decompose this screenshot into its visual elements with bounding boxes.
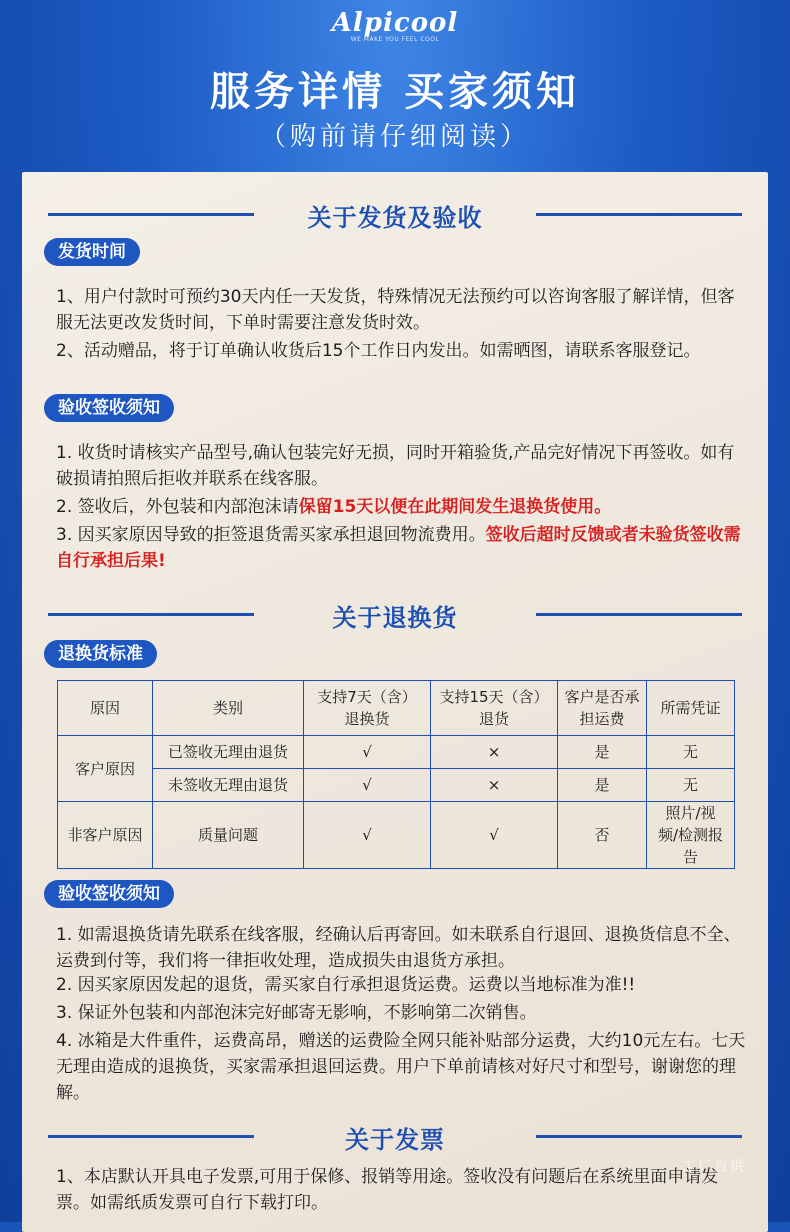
table-header-cell: 支持7天（含）退换货 <box>304 681 431 736</box>
section-title: 关于发货及验收 <box>307 204 483 232</box>
table-row <box>58 736 735 769</box>
table-cell: 未签收无理由退货 <box>153 769 304 802</box>
section-heading-invoice <box>22 1116 768 1156</box>
invoice-item-1: 1、本店默认开具电子发票,可用于保修、报销等用途。签收没有问题后在系统里面申请发票。如需纸质发票可自行下载打印。 <box>56 1167 719 1213</box>
inspection-item-2-warning: 保留15天以便在此期间发生退换货使用。 <box>298 497 612 517</box>
inspection-item-2-text: 2. 签收后，外包装和内部泡沫请 <box>56 497 299 517</box>
reason-cell: 非客户原因 <box>58 802 153 869</box>
table-cell: 无 <box>647 736 735 769</box>
inspection-item-3-text: 3. 因买家原因导致的拒签退货需买家承担退回物流费用。 <box>56 525 486 545</box>
tag-return-notice: 验收签收须知 <box>44 880 174 908</box>
table-cell: × <box>431 736 558 769</box>
brand-logo <box>0 8 790 43</box>
table-cell: √ <box>431 802 558 869</box>
divider-line <box>536 613 742 616</box>
section-title: 关于发票 <box>345 1126 445 1154</box>
inspection-item-1: 1. 收货时请核实产品型号,确认包装完好无损，同时开箱验货,产品完好情况下再签收。如有破损请拍照后拒收并联系在线客服。 <box>56 443 735 489</box>
return-notice-4: 4. 冰箱是大件重件，运费高昂，赠送的运费险全网只能补贴部分运费，大约10元左右。七天无理由造成的退换货，买家需承担退回运费。用户下单前请核对好尺寸和型号，谢谢您的理解。 <box>56 1031 746 1103</box>
table-cell: 质量问题 <box>153 802 304 869</box>
table-cell: 否 <box>558 802 647 869</box>
inspection-item-3 <box>56 522 746 574</box>
page-subtitle: （购前请仔细阅读） <box>259 122 530 152</box>
table-row <box>58 769 735 802</box>
table-cell: √ <box>304 736 431 769</box>
watermark-text: 工厂直供 <box>682 1159 746 1175</box>
table-cell: √ <box>304 769 431 802</box>
table-cell: 是 <box>558 769 647 802</box>
shipping-item-2: 2、活动赠品，将于订单确认收货后15个工作日内发出。如需晒图，请联系客服登记。 <box>56 341 701 361</box>
page-title: 服务详情 买家须知 <box>210 69 580 115</box>
page-header <box>0 0 790 170</box>
section-title: 关于退换货 <box>332 604 458 632</box>
section-heading-shipping <box>22 194 768 234</box>
tag-return-standard: 退换货标准 <box>44 640 157 668</box>
table-header-row <box>58 681 735 736</box>
divider-line <box>536 213 742 216</box>
shipping-item-1: 1、用户付款时可预约30天内任一天发货，特殊情况无法预约可以咨询客服了解详情，但客服无法更改发货时间，下单时需要注意发货时效。 <box>56 287 735 333</box>
table-header-cell: 所需凭证 <box>647 681 735 736</box>
logo-text: Alpicool <box>331 8 459 38</box>
content-card <box>22 172 768 1232</box>
return-notice-2: 2. 因买家原因发起的退货，需买家自行承担退货运费。运费以当地标准为准!! <box>56 975 636 995</box>
return-notice-3: 3. 保证外包装和内部泡沫完好邮寄无影响，不影响第二次销售。 <box>56 1003 537 1023</box>
logo-tagline: WE MAKE YOU FEEL COOL <box>350 36 440 43</box>
table-header-cell: 类别 <box>153 681 304 736</box>
return-policy-table <box>57 680 735 869</box>
inspection-item-3-warning: 签收后超时反馈或者未验货签收需自行承担后果! <box>56 525 741 571</box>
table-cell: 无 <box>647 769 735 802</box>
table-header-cell: 支持15天（含）退货 <box>431 681 558 736</box>
inspection-item-2 <box>56 494 746 520</box>
return-notice-1: 1. 如需退换货请先联系在线客服，经确认后再寄回。如未联系自行退回、退换货信息不全、运费到付等，我们将一律拒收处理，造成损失由退货方承担。 <box>56 925 741 971</box>
table-cell: 照片/视频/检测报告 <box>647 802 735 869</box>
table-row <box>58 802 735 869</box>
table-cell: 是 <box>558 736 647 769</box>
table-header-cell: 客户是否承担运费 <box>558 681 647 736</box>
tag-shipping-time: 发货时间 <box>44 238 140 266</box>
table-header-cell: 原因 <box>58 681 153 736</box>
reason-cell: 客户原因 <box>58 736 153 802</box>
table-cell: × <box>431 769 558 802</box>
section-heading-returns <box>22 594 768 634</box>
divider-line <box>536 1135 742 1138</box>
table-cell: 已签收无理由退货 <box>153 736 304 769</box>
table-cell: √ <box>304 802 431 869</box>
tag-inspection: 验收签收须知 <box>44 394 174 422</box>
